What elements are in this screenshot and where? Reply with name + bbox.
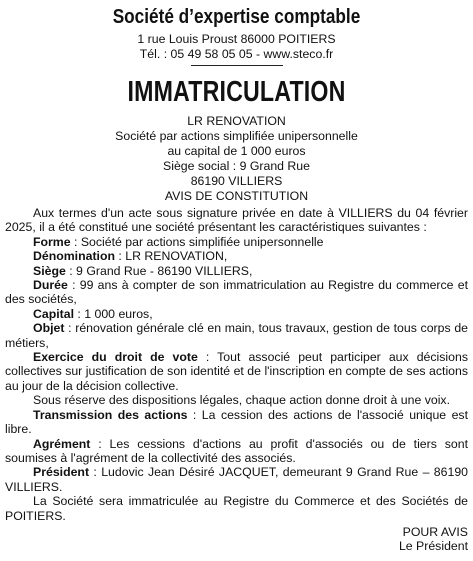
field-forme — [5, 235, 468, 249]
header-divider — [191, 65, 283, 66]
field-label: Dénomination — [33, 249, 115, 264]
field-transmission — [5, 408, 468, 437]
notice-body — [5, 206, 468, 554]
notice-title: IMMATRICULATION — [127, 76, 346, 108]
field-value: : LR RENOVATION, — [114, 249, 228, 264]
field-president — [5, 465, 468, 494]
field-objet — [5, 321, 468, 350]
signoff-president: Le Président — [398, 539, 468, 554]
field-value: : La cession des actions de l'associé unique est libre. — [5, 407, 468, 437]
reserve-paragraph: Sous réserve des dispositions légales, chaque action donne droit à une voix. — [33, 393, 450, 408]
field-siege — [5, 264, 468, 278]
company-name: LR RENOVATION — [187, 114, 286, 128]
field-label: Forme — [33, 234, 71, 249]
field-value: : 9 Grand Rue - 86190 VILLIERS, — [65, 263, 253, 278]
field-capital — [5, 307, 468, 321]
company-form: Société par actions simplifiée unipersonnelle — [115, 129, 358, 143]
field-agrement — [5, 437, 468, 466]
company-block — [5, 114, 468, 204]
field-duree — [5, 278, 468, 307]
field-droit-de-vote — [5, 350, 468, 393]
field-label: Capital — [33, 306, 74, 321]
field-label: Durée — [33, 278, 68, 293]
field-value: : 99 ans à compter de son immatriculation au Registre du commerce et des sociétés, — [5, 278, 468, 307]
firm-name: Société d’expertise comptable — [112, 6, 361, 28]
field-label: Exercice du droit de vote — [33, 350, 198, 365]
field-value: : Les cessions d'actions au profit d'associés ou de tiers sont soumises à l'agrément de la collectivité des associés. — [5, 436, 468, 465]
field-label: Objet — [33, 321, 65, 336]
field-value: : 1 000 euros, — [74, 306, 153, 321]
firm-contact: Tél. : 05 49 58 05 05 - www.steco.fr — [139, 47, 334, 61]
company-capital: au capital de 1 000 euros — [167, 144, 306, 158]
company-seat: Siège social : 9 Grand Rue — [163, 159, 310, 173]
field-label: Président — [33, 465, 90, 480]
field-value: : Ludovic Jean Désiré JACQUET, demeurant 9 Grand Rue – 86190 VILLIERS. — [5, 465, 468, 494]
company-city: 86190 VILLIERS — [190, 174, 283, 188]
firm-address: 1 rue Louis Proust 86000 POITIERS — [137, 32, 336, 46]
closing-paragraph: La Société sera immatriculée au Registre du Commerce et des Sociétés de POITIERS. — [5, 494, 468, 523]
field-denomination — [5, 249, 468, 263]
field-value: : Tout associé peut participer aux décisions collectives sur justification de son identité et de l'inscription en compte de ses actions au jour de la décision collective. — [5, 350, 468, 393]
field-label: Agrément — [33, 436, 91, 451]
field-value: : Société par actions simplifiée unipersonnelle — [70, 234, 324, 249]
notice-type: AVIS DE CONSTITUTION — [164, 189, 309, 203]
intro-paragraph: Aux termes d'un acte sous signature privée en date à VILLIERS du 04 février 2025, il a été constitué une société présentant les caractéristiques suivantes : — [5, 206, 468, 235]
field-value: : rénovation générale clé en main, tous travaux, gestion de tous corps de métiers, — [5, 321, 468, 350]
signoff-pour-avis: POUR AVIS — [402, 524, 468, 539]
field-label: Siège — [33, 263, 66, 278]
field-label: Transmission des actions — [33, 407, 188, 422]
